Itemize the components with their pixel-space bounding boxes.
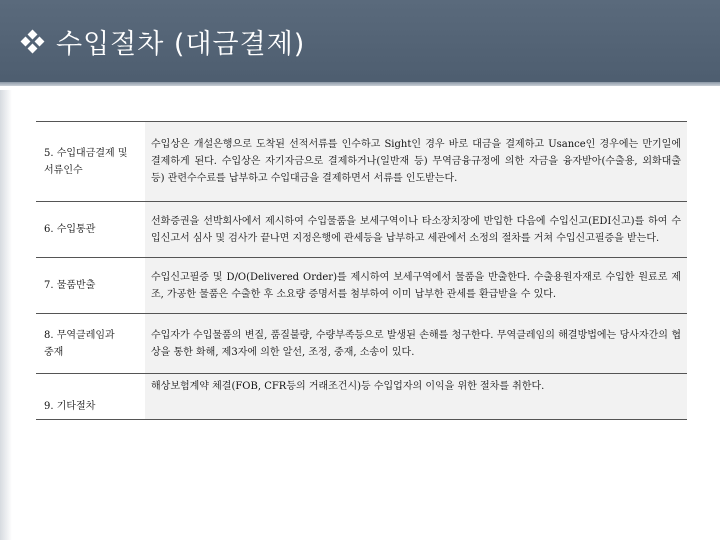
table-row (36, 258, 687, 314)
step-description: 수입신고필증 및 D/O(Delivered Order)를 제시하여 보세구역에서 물품을 반출한다. 수출용원자재로 수입한 원료로 제조, 가공한 물품은 수출한 후 소요량 증명서를 첨부하여 이미 납부한 관세를 환급받을 수 있다. (145, 258, 687, 314)
step-description: 선화증권을 선박회사에서 제시하여 수입물품을 보세구역이나 타소장치장에 반입한 다음에 수입신고(EDI신고)를 하여 수입신고서 심사 및 검사가 끝나면 지정은행에 관세등을 납부하고 세관에서 소정의 절차를 거쳐 수입신고필증을 받는다. (145, 202, 687, 258)
diamond-bullet-icon (22, 31, 44, 53)
step-label: 8. 무역클레임과 중재 (36, 314, 145, 374)
table-row (36, 374, 687, 420)
slide-title-group (22, 22, 305, 61)
step-description: 해상보험계약 체결(FOB, CFR등의 거래조건시)등 수입업자의 이익을 위한 절차를 취한다. (145, 374, 687, 420)
step-description: 수입상은 개설은행으로 도착된 선적서류를 인수하고 Sight인 경우 바로 대금을 결제하고 Usance인 경우에는 만기일에 결제하게 된다. 수입상은 자기자금으로 결제하거나(일반재 등) 무역금융규정에 의한 자금을 융자받아(수출용, 외화대출 등) 관련수수료를 납부하고 수입대금을 결제하면서 서류를 인도받는다. (145, 122, 687, 202)
step-description: 수입자가 수입물품의 변질, 품질불량, 수량부족등으로 발생된 손해를 청구한다. 무역클레임의 해결방법에는 당사자간의 협상을 통한 화해, 제3자에 의한 알선, 조정, 중재, 소송이 있다. (145, 314, 687, 374)
side-shade (0, 90, 12, 540)
procedure-table (36, 121, 687, 420)
slide-title: 수입절차 (대금결제) (56, 29, 306, 60)
step-label: 9. 기타절차 (36, 374, 145, 420)
step-label: 6. 수입통관 (36, 202, 145, 258)
step-label: 7. 물품반출 (36, 258, 145, 314)
table-row (36, 202, 687, 258)
table-row (36, 314, 687, 374)
title-bar (0, 0, 720, 86)
table-row (36, 122, 687, 202)
step-label: 5. 수입대금결제 및 서류인수 (36, 122, 145, 202)
